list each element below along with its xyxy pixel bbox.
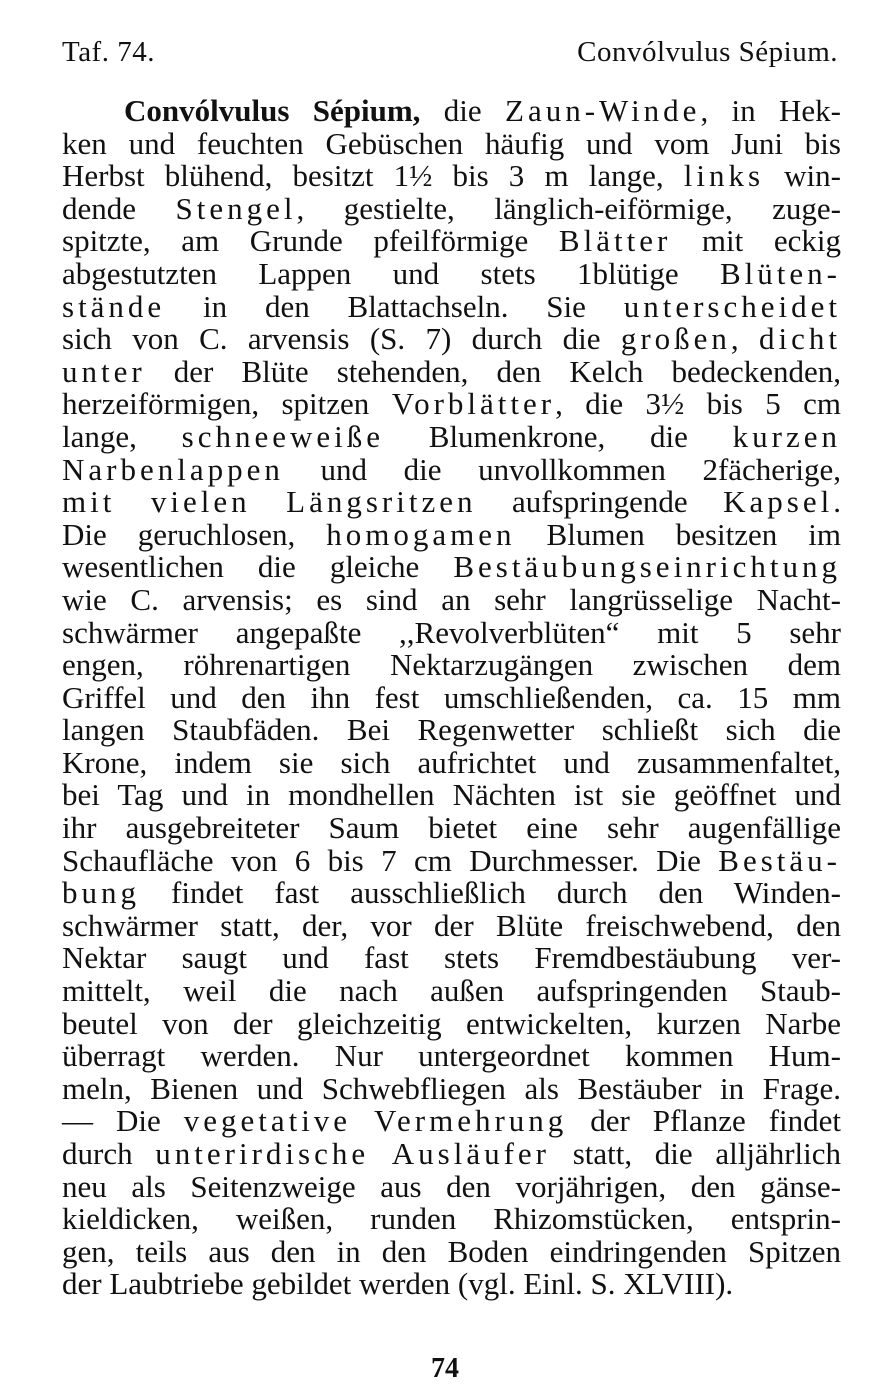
- text-run: langen Staubfäden. Bei Regenwetter schließt sich die: [62, 712, 841, 748]
- text-line: [62, 190, 841, 226]
- text-run: statt, die alljährlich: [550, 1136, 841, 1171]
- text-line: [62, 388, 841, 421]
- text-run: [351, 1103, 374, 1138]
- emphasized-term: dicht: [759, 321, 842, 357]
- text-line: [62, 353, 841, 389]
- text-line: [62, 551, 841, 584]
- text-run: aufspringende: [476, 484, 724, 520]
- text-run: in den Blattachseln. Sie: [165, 288, 624, 324]
- emphasized-term: unterscheidet: [623, 288, 841, 324]
- emphasized-term: Blätter: [558, 223, 672, 259]
- text-line: [62, 323, 841, 356]
- text-run: sich von C. arvensis (S. 7) durch die: [62, 321, 621, 357]
- text-run: kieldicken, weißen, runden Rhizomstücken, entsprin-: [62, 1201, 841, 1237]
- text-line: [62, 812, 841, 845]
- text-run: wesentlichen die gleiche: [62, 549, 454, 585]
- text-line: [62, 1233, 841, 1269]
- text-run: durch: [62, 1136, 156, 1171]
- text-line: [62, 877, 841, 910]
- text-run: Schaufläche von 6 bis 7 cm Durchmesser. Die: [62, 842, 719, 878]
- text-run: , die 3½ bis 5 cm: [555, 386, 842, 422]
- text-line: [62, 842, 841, 878]
- text-run: mit eckig: [671, 223, 841, 259]
- text-run: [369, 1136, 392, 1171]
- text-line: [62, 288, 841, 324]
- text-run: ken und feuchten Gebüschen häufig und vom Juni bis: [62, 125, 841, 161]
- text-line: [62, 614, 841, 650]
- text-line: [62, 1138, 841, 1171]
- text-run: mittelt, weil die nach außen aufspringenden Staub-: [62, 973, 841, 1009]
- text-run: spitzte, am Grunde pfeilförmige: [62, 223, 559, 259]
- text-run: Blumen besitzen im: [515, 516, 841, 552]
- emphasized-term: großen: [620, 321, 731, 357]
- text-run: überragt werden. Nur untergeordnet kommen Hum-: [62, 1038, 841, 1074]
- text-line: [62, 255, 841, 291]
- emphasized-term: Blüten-: [720, 255, 841, 291]
- text-run: ihr ausgebreiteter Saum bietet eine sehr augenfällige: [62, 810, 841, 846]
- body-text: [62, 95, 841, 1301]
- text-line: [62, 418, 841, 454]
- text-line: [62, 779, 841, 812]
- text-line: [62, 95, 841, 128]
- text-run: , gestielte, länglich-eiförmige, zuge-: [296, 190, 841, 226]
- text-run: win-: [764, 158, 841, 194]
- text-line: [62, 1005, 841, 1041]
- emphasized-term: mit: [62, 484, 116, 520]
- text-line: [62, 225, 841, 258]
- emphasized-term: Zaun-Winde: [505, 93, 701, 128]
- text-run: Nektar saugt und fast stets Fremdbestäubung ver-: [62, 940, 841, 976]
- emphasized-term: vegetative: [183, 1103, 352, 1139]
- text-line: [62, 1070, 841, 1106]
- text-run: der Laubtriebe gebildet werden (vgl. Einl. S. XLVIII).: [62, 1266, 734, 1302]
- text-line: [62, 975, 841, 1008]
- plate-number: Taf. 74.: [62, 36, 155, 68]
- text-line: [62, 125, 841, 161]
- emphasized-term: Kapsel: [723, 484, 834, 520]
- text-run: findet fast ausschließlich durch den Winden-: [140, 875, 841, 911]
- text-run: herzeiförmigen, spitzen: [62, 386, 392, 422]
- emphasized-term: Längsritzen: [286, 484, 477, 520]
- text-run: [115, 484, 151, 519]
- text-run: engen, röhrenartigen Nektarzugängen zwischen dem: [62, 647, 841, 683]
- text-run: Die geruchlosen,: [62, 516, 327, 552]
- text-run: .: [833, 484, 841, 520]
- emphasized-term: Vorblätter: [391, 386, 556, 422]
- emphasized-term: Bestäubungseinrichtung: [453, 549, 841, 585]
- emphasized-term: vielen: [150, 484, 251, 520]
- emphasized-term: homogamen: [326, 516, 516, 552]
- text-run: Blumenkrone, die: [384, 418, 733, 454]
- emphasized-term: stände: [62, 288, 166, 324]
- text-line: [62, 714, 841, 747]
- emphasized-term: Vermehrung: [374, 1103, 568, 1139]
- text-run: der Pflanze findet: [567, 1103, 842, 1139]
- text-run: [251, 484, 287, 519]
- text-line: [62, 679, 841, 715]
- emphasized-term: Stengel: [175, 190, 297, 226]
- emphasized-term: Bestäu-: [718, 842, 841, 878]
- emphasized-term: links: [683, 158, 765, 194]
- text-line: [62, 1168, 841, 1204]
- text-run: Herbst blühend, besitzt 1½ bis 3 m lange,: [62, 158, 684, 194]
- text-run: der Blüte stehenden, den Kelch bedeckenden,: [145, 353, 841, 389]
- emphasized-term: schneeweiße: [181, 418, 385, 454]
- text-line: [62, 649, 841, 682]
- text-run: wie C. arvensis; es sind an sehr langrüsselige Nacht-: [62, 581, 841, 617]
- text-line: [62, 160, 841, 193]
- running-header: [62, 36, 838, 76]
- emphasized-term: unterirdische: [155, 1136, 370, 1171]
- text-run: Griffel und den ihn fest umschließenden, ca. 15 mm: [62, 679, 841, 715]
- text-run: , in Hek-: [700, 93, 841, 128]
- text-run: ,: [730, 321, 760, 357]
- text-line: [62, 907, 841, 943]
- emphasized-term: Ausläufer: [391, 1136, 551, 1171]
- text-run: meln, Bienen und Schwebfliegen als Bestäuber in Frage.: [62, 1070, 841, 1106]
- text-run: lange,: [62, 418, 182, 454]
- text-line: [62, 1268, 841, 1301]
- text-run: — Die: [62, 1103, 184, 1139]
- text-line: [62, 451, 841, 487]
- text-run: die: [420, 93, 506, 128]
- text-line: [62, 744, 841, 780]
- emphasized-term: unter: [62, 353, 146, 389]
- text-line: [62, 1105, 841, 1138]
- emphasized-term: Narbenlappen: [62, 451, 284, 487]
- emphasized-term: bung: [62, 875, 140, 911]
- species-title: Convólvulus Sépium.: [577, 36, 838, 68]
- text-line: [62, 942, 841, 975]
- emphasized-term: kurzen: [732, 418, 841, 454]
- text-run: dende: [62, 190, 176, 226]
- text-run: neu als Seitenzweige aus den vorjährigen, den gänse-: [62, 1168, 841, 1204]
- text-line: [62, 1040, 841, 1073]
- text-line: [62, 486, 841, 519]
- page-number: 74: [431, 1353, 459, 1384]
- text-run: abgestutzten Lappen und stets 1blütige: [62, 255, 720, 291]
- text-line: [62, 516, 841, 552]
- text-run: gen, teils aus den in den Boden eindringenden Spitzen: [62, 1233, 841, 1269]
- species-name: Convólvulus Sépium,: [124, 93, 421, 128]
- text-run: beutel von der gleichzeitig entwickelten, kurzen Narbe: [62, 1005, 841, 1041]
- text-line: [62, 1203, 841, 1236]
- text-run: schwärmer statt, der, vor der Blüte freischwebend, den: [62, 907, 841, 943]
- text-run: schwärmer angepaßte ,,Revolverblüten“ mit 5 sehr: [62, 614, 841, 650]
- text-run: bei Tag und in mondhellen Nächten ist sie geöffnet und: [62, 777, 841, 813]
- text-run: Krone, indem sie sich aufrichtet und zusammenfaltet,: [62, 744, 841, 780]
- text-line: [62, 581, 841, 617]
- text-run: und die unvollkommen 2fächerige,: [283, 451, 841, 487]
